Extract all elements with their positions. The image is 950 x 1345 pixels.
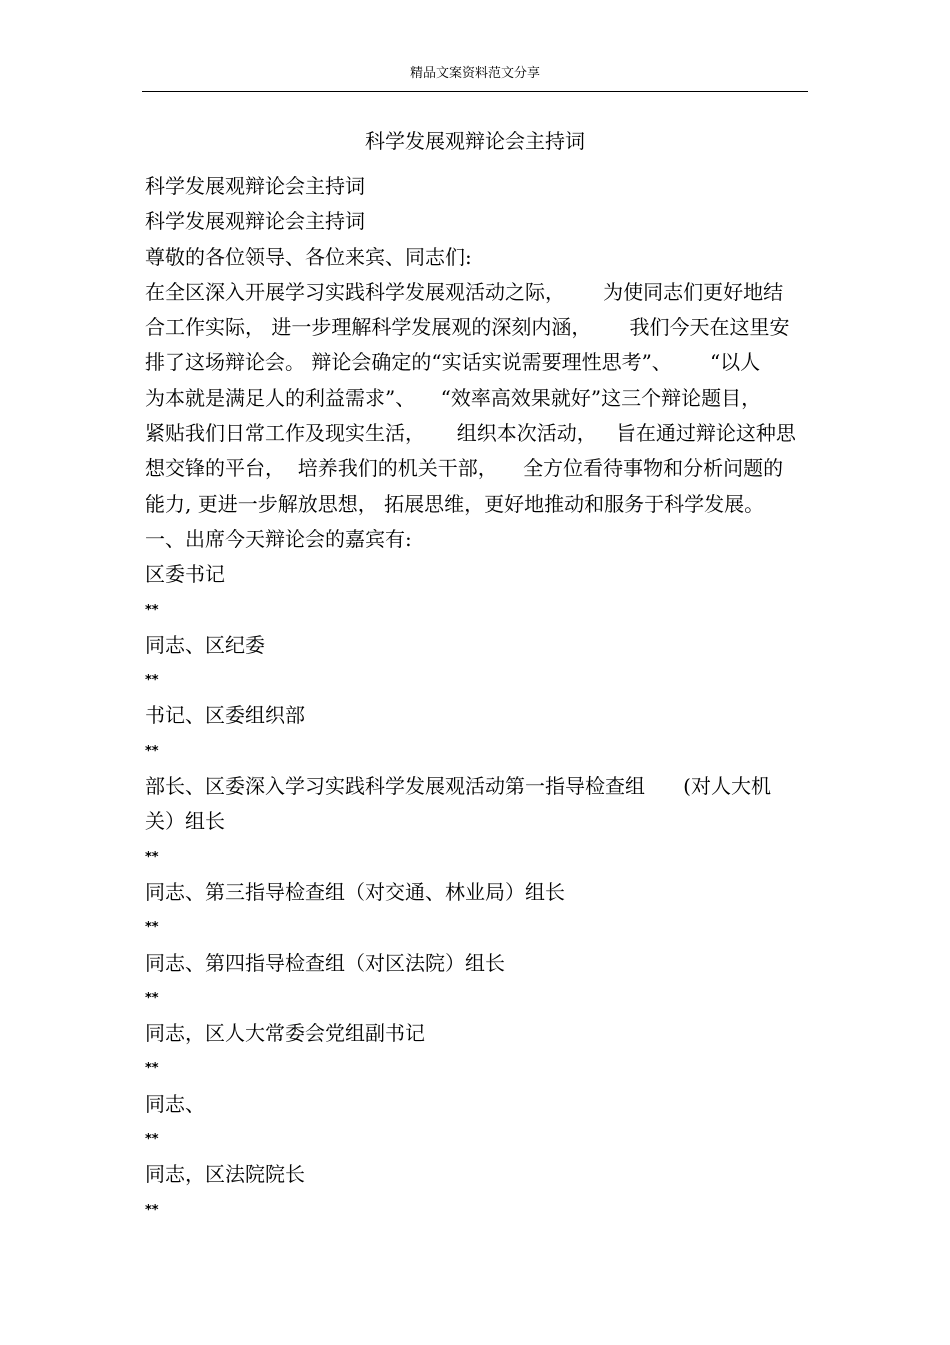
guest-line: 书记、区委组织部 <box>145 703 305 728</box>
body-line: 尊敬的各位领导、各位来宾、同志们: <box>145 244 472 269</box>
name-placeholder: ** <box>145 602 159 618</box>
body-line: 在全区深入开展学习实践科学发展观活动之际， 为使同志们更好地结 <box>145 279 784 304</box>
name-placeholder: ** <box>145 920 159 936</box>
guest-line: 同志，区法院院长 <box>145 1162 305 1187</box>
name-placeholder: ** <box>145 990 159 1006</box>
guest-line: 同志、区纪委 <box>145 632 265 657</box>
name-placeholder: ** <box>145 743 159 759</box>
header-divider <box>142 91 808 92</box>
body-line: 科学发展观辩论会主持词 <box>145 174 365 198</box>
guest-line: 区委书记 <box>145 562 225 587</box>
body-line: 能力, 更进一步解放思想， 拓展思维，更好地推动和服务于科学发展。 <box>145 491 765 516</box>
guest-line: 同志、第三指导检查组（对交通、林业局）组长 <box>145 879 565 904</box>
name-placeholder: ** <box>145 1061 159 1077</box>
guest-line: 部长、区委深入学习实践科学发展观活动第一指导检查组 (对人大机 <box>145 774 771 799</box>
guest-line: 同志、第四指导检查组（对区法院）组长 <box>145 950 505 975</box>
document-body <box>145 169 811 1228</box>
body-line: 合工作实际， 进一步理解科学发展观的深刻内涵， 我们今天在这里安 <box>145 315 790 340</box>
page-header: 精品文案资料范文分享 <box>409 66 540 81</box>
body-line: 为本就是满足人的利益需求”、 “效率高效果就好”这三个辩论题目， <box>145 385 762 410</box>
document-title: 科学发展观辩论会主持词 <box>365 129 585 153</box>
guest-line: 关）组长 <box>145 809 225 834</box>
guest-line: 同志，区人大常委会党组副书记 <box>145 1021 425 1046</box>
guest-line: 同志、 <box>145 1091 205 1116</box>
body-line: 想交锋的平台， 培养我们的机关干部， 全方位看待事物和分析问题的 <box>145 456 784 481</box>
section-heading: 一、出席今天辩论会的嘉宾有: <box>145 526 412 551</box>
body-line: 科学发展观辩论会主持词 <box>145 209 365 234</box>
name-placeholder: ** <box>145 673 159 689</box>
name-placeholder: ** <box>145 1132 159 1148</box>
name-placeholder: ** <box>145 849 159 865</box>
name-placeholder: ** <box>145 1202 159 1218</box>
body-line: 紧贴我们日常工作及现实生活， 组织本次活动， 旨在通过辩论这种思 <box>145 421 796 446</box>
body-line: 排了这场辩论会。 辩论会确定的“实话实说需要理性思考”、 “以人 <box>145 350 761 375</box>
